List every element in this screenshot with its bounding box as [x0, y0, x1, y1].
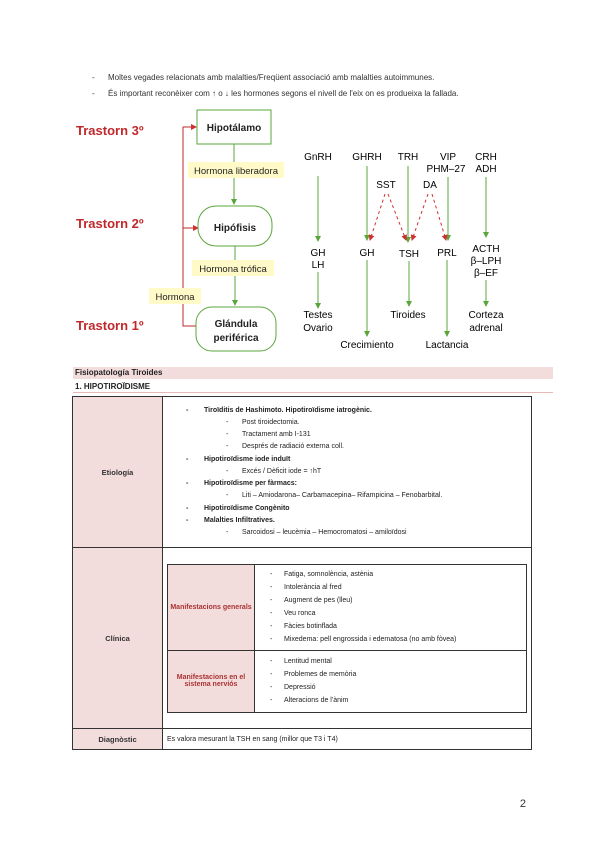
hormone-tsh: TSH — [399, 249, 419, 260]
list-item: - Lentitud mental — [256, 655, 525, 668]
clinica-inner-table — [167, 564, 527, 713]
clinica-label: Clínica — [73, 548, 163, 729]
hormone-phm27: PHM–27 — [426, 164, 466, 175]
pituitary-label: Hipófisis — [213, 223, 257, 234]
bullet-item: - Moltes vegades relacionats amb malalties/Freqüent associació amb malalties autoimmunes. — [92, 70, 562, 86]
list-item: - Veu ronca — [256, 607, 525, 620]
hormone-ghrh: GHRH — [352, 152, 382, 163]
level-2-title: Trastorn 2º — [76, 216, 144, 231]
section-title: Fisiopatología Tiroides — [73, 367, 553, 379]
target-corteza: Corteza — [468, 310, 504, 321]
inhibit-sst-gh — [370, 194, 385, 240]
row-diagnostic — [73, 729, 532, 750]
hormone-axis-diagram — [0, 100, 600, 362]
target-tiroides: Tiroides — [390, 310, 426, 321]
hormone-label: Hormona — [155, 292, 195, 303]
hormone-gh-lh-1: GH — [310, 248, 326, 259]
bullet-item: - És important reconèixer com ↑ o ↓ les hormones segons el nivell de l'eix on es produeixa la fallada. — [92, 86, 562, 102]
target-testes: Testes — [303, 310, 333, 321]
clinica-content — [163, 548, 532, 729]
list-item: - Tiroïditis de Hashimoto. Hipotiroïdisme iatrogènic. — [164, 405, 530, 417]
page-number: 2 — [519, 798, 526, 810]
row-etiologia — [73, 397, 532, 548]
list-item: - Fàcies botinflada — [256, 620, 525, 633]
general-manifestations-label: Manifestacions generals — [168, 564, 255, 650]
general-manifestations-list — [255, 564, 527, 650]
target-adrenal: adrenal — [469, 323, 503, 334]
list-item: - Intolerància al fred — [256, 581, 525, 594]
inhibitor-sst: SST — [376, 180, 396, 191]
diagnostic-text: Es valora mesurant la TSH en sang (millor que T3 i T4) — [163, 729, 532, 750]
hypothalamus-label: Hipotálamo — [206, 123, 262, 134]
effect-lactancia: Lactancia — [425, 340, 469, 351]
inhibit-da-prl — [432, 194, 446, 240]
inhibit-da-tsh — [412, 194, 428, 240]
hormone-b-lph: β–LPH — [470, 256, 502, 267]
hormone-adh: ADH — [475, 164, 497, 175]
list-item: - Malalties Infiltratives. — [164, 515, 530, 527]
inhibitor-da: DA — [423, 180, 437, 191]
target-ovario: Ovario — [303, 323, 333, 334]
hormone-acth: ACTH — [472, 244, 500, 255]
list-item: - Liti – Amiodarona– Carbamacepina– Rifampicina – Fenobarbital. — [164, 490, 530, 502]
hypothyroidism-table — [72, 396, 532, 750]
list-item: - Sarcoidosi – leucèmia – Hemocromatosi – amiloïdosi — [164, 527, 530, 539]
hormone-crh: CRH — [475, 152, 497, 163]
list-item: - Hipotiroïdisme per fàrmacs: — [164, 478, 530, 490]
level-1-title: Trastorn 1º — [76, 318, 144, 333]
hormone-trh: TRH — [397, 152, 419, 163]
list-item: - Problemes de memòria — [256, 668, 525, 681]
etiologia-content — [163, 397, 532, 548]
level-3-title: Trastorn 3º — [76, 123, 144, 138]
list-item: - Hipotiroïdisme Congènito — [164, 503, 530, 515]
diagnostic-label: Diagnòstic — [73, 729, 163, 750]
trophic-hormone-label: Hormona trófica — [199, 264, 267, 275]
list-item: - Fatiga, somnolència, astènia — [256, 568, 525, 581]
inhibit-sst-tsh — [388, 194, 406, 240]
list-item: - Excés / Dèficit iode = ↑hT — [164, 466, 530, 478]
hormone-b-ef: β–EF — [473, 268, 499, 279]
list-item: - Hipotiroïdisme iode induït — [164, 454, 530, 466]
hormone-vip: VIP — [439, 152, 457, 163]
list-item: - Depressió — [256, 681, 525, 694]
intro-bullets — [92, 70, 562, 102]
list-item: - Alteracions de l'ànim — [256, 694, 525, 707]
releasing-hormone-label: Hormona liberadora — [194, 166, 278, 177]
effect-crecimiento: Crecimiento — [340, 340, 394, 351]
hormone-gh-lh-2: LH — [311, 260, 325, 271]
nervous-manifestations-label: Manifestacions en el sistema nerviós — [168, 650, 255, 712]
list-item: - Augment de pes (lleu) — [256, 594, 525, 607]
list-item: - Mixedema: pell engrossida i edematosa (no amb fòvea) — [256, 633, 525, 646]
hormone-prl: PRL — [437, 248, 457, 259]
peripheral-gland-label-2: periférica — [213, 333, 259, 344]
peripheral-gland-label-1: Glándula — [214, 319, 258, 330]
hormone-gh: GH — [359, 248, 375, 259]
list-item: - Tractament amb I-131 — [164, 429, 530, 441]
list-item: - Post tiroidectomia. — [164, 417, 530, 429]
nervous-manifestations-list — [255, 650, 527, 712]
list-item: - Després de radiació externa coll. — [164, 441, 530, 453]
etiologia-label: Etiología — [73, 397, 163, 548]
section-subtitle: 1. HIPOTIROÏDISME — [73, 381, 553, 393]
row-clinica — [73, 548, 532, 729]
hormone-gnrh: GnRH — [304, 152, 332, 163]
